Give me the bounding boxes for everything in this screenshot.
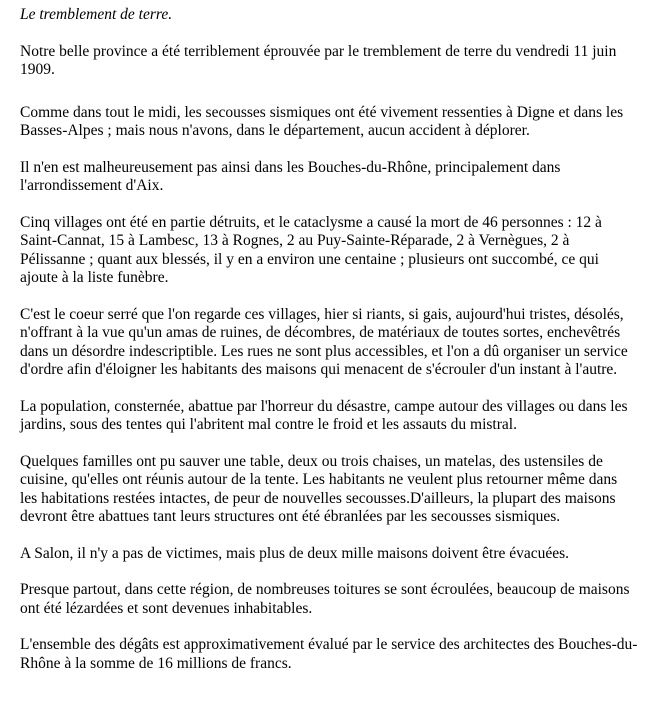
paragraph-1: Notre belle province a été terriblement éprouvée par le tremblement de terre du vendredi 11 juin 1909. [20,42,617,78]
paragraph-4: Cinq villages ont été en partie détruits, et le cataclysme a causé la mort de 46 personnes : 12 à Saint-Cannat, 15 à Lambesc, 13 à Rognes, 2 au Puy-Sainte-Réparade, 2 à Vernègues, 2 à Pélissanne ; quant aux blessés, il y en a environ une centaine ; plusieurs ont succombé, ce qui ajoute à la liste funèbre. [20,213,602,286]
paragraph-10: L'ensemble des dégâts est approximativement évalué par le service des architectes des Bouches-du-Rhône à la somme de 16 millions de francs. [20,636,638,672]
paragraph-5: C'est le coeur serré que l'on regarde ces villages, hier si riants, si gais, aujourd'hui tristes, désolés, n'offrant à la vue qu'un amas de ruines, de décombres, de matériaux de toutes sortes, enchevêtrés dans un désordre indescriptible. Les rues ne sont plus accessibles, et l'on a dû organiser un service d'ordre afin d'éloigner les habitants des maisons qui menacent de s'écrouler d'un instant à l'autre. [20,305,628,378]
paragraph-2: Comme dans tout le midi, les secousses sismiques ont été vivement ressenties à Digne et dans les Basses-Alpes ; mais nous n'avons, dans le département, aucun accident à déplorer. [20,103,624,139]
paragraph-3: Il n'en est malheureusement pas ainsi dans les Bouches-du-Rhône, principalement dans l'arrondissement d'Aix. [20,158,561,194]
document-title: Le tremblement de terre. [20,6,173,23]
paragraph-9: Presque partout, dans cette région, de nombreuses toitures se sont écroulées, beaucoup de maisons ont été lézardées et sont devenues inhabitables. [20,581,630,617]
paragraph-6: La population, consternée, abattue par l'horreur du désastre, campe autour des villages ou dans les jardins, sous des tentes qui l'abritent mal contre le froid et les assauts du mistral. [20,397,628,433]
paragraph-8: A Salon, il n'y a pas de victimes, mais plus de deux mille maisons doivent être évacuées. [20,544,570,562]
paragraph-7: Quelques familles ont pu sauver une table, deux ou trois chaises, un matelas, des ustensiles de cuisine, qu'elles ont réunis autour de la tente. Les habitants ne veulent plus retourner même dans les habitations restées intactes, de peur de nouvelles secousses.D'ailleurs, la plupart des maisons devront être abattues tant leurs structures ont été ébranlées par les secousses sismiques. [20,452,618,525]
